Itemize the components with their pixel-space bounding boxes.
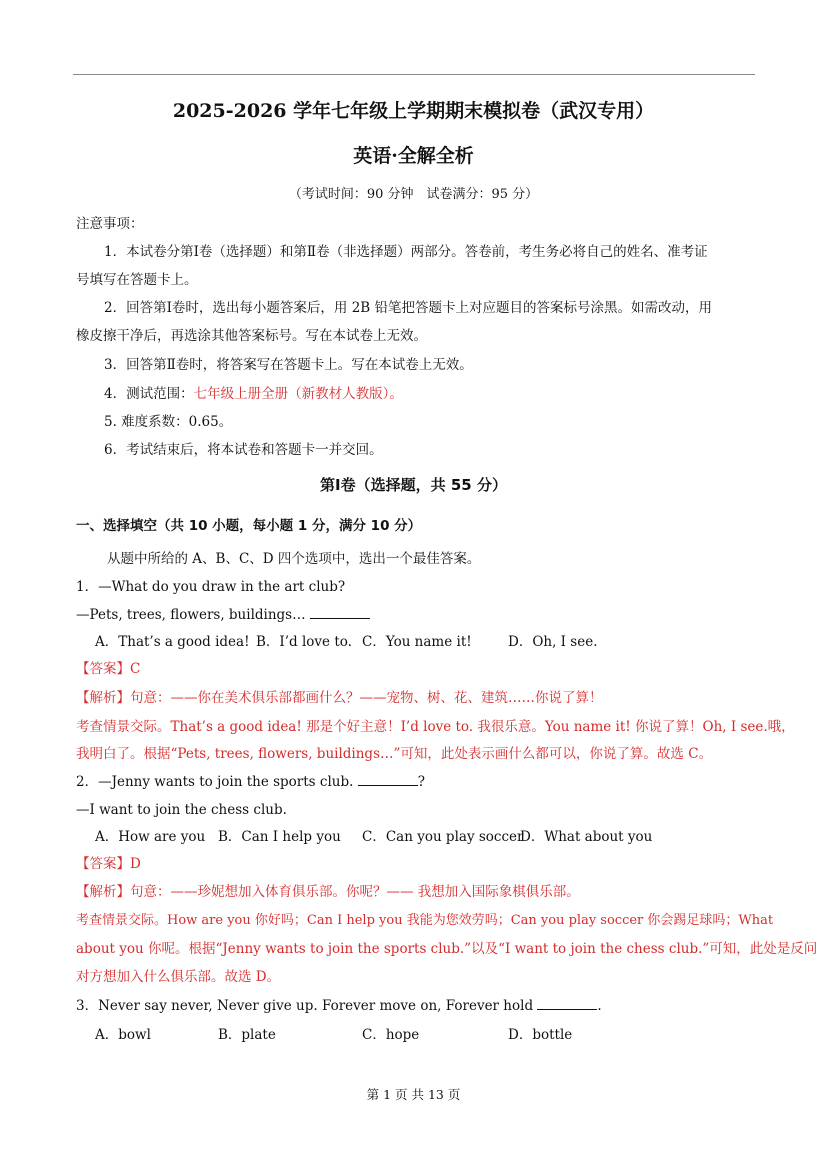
q1-option-a: A．That’s a good idea! (95, 634, 250, 650)
q3-stem-text: 3．Never say never, Never give up. Forever move on, Forever hold (76, 998, 538, 1014)
q2-option-a: A．How are you (95, 829, 206, 845)
notice-item-2b: 橡皮擦干净后，再选涂其他答案标号。写在本试卷上无效。 (76, 328, 427, 344)
q1-option-c: C．You name it! (362, 634, 472, 650)
q3-stem-end: . (597, 998, 602, 1014)
section1-instruction: 从题中所给的 A、B、C、D 四个选项中，选出一个最佳答案。 (107, 551, 481, 567)
q2-stem (76, 773, 425, 791)
q3-option-c: C．hope (362, 1027, 420, 1043)
notice-item-6: 6．考试结束后，将本试卷和答题卡一并交回。 (104, 442, 383, 458)
page-title: 2025-2026 学年七年级上学期期末模拟卷（武汉专用） (172, 100, 655, 122)
notice-item-4-prefix: 4．测试范围： (104, 386, 194, 402)
q3-blank (537, 997, 597, 1010)
q2-stem-text: 2．—Jenny wants to join the sports club. (76, 774, 358, 790)
notice-heading: 注意事项： (76, 216, 144, 232)
q2-analysis-3: about you 你呢。根据“Jenny wants to join the sports club.”以及“I want to join the chess club.”可知，此处是反问 (76, 941, 818, 957)
q2-analysis-2: 考查情景交际。How are you 你好吗；Can I help you 我能为您效劳吗；Can you play soccer 你会踢足球吗；What (76, 913, 774, 928)
notice-item-3: 3．回答第Ⅱ卷时，将答案写在答题卡上。写在本试卷上无效。 (104, 357, 473, 373)
q1-option-b: B．I’d love to. (256, 634, 352, 650)
q2-stem2: —I want to join the chess club. (76, 802, 287, 818)
q3-option-b: B．plate (218, 1027, 276, 1043)
q1-blank (310, 606, 370, 619)
q1-stem2-text: —Pets, trees, flowers, buildings… (76, 607, 310, 623)
notice-item-2a: 2．回答第Ⅰ卷时，选出每小题答案后，用 2B 铅笔把答题卡上对应题目的答案标号涂黑。如需改动，用 (104, 300, 713, 316)
q2-option-d: D．What about you (520, 829, 653, 845)
q2-analysis-text: 句意：——珍妮想加入体育俱乐部。你呢？—— 我想加入国际象棋俱乐部。 (130, 884, 580, 900)
q2-analysis-4: 对方想加入什么俱乐部。故选 D。 (76, 969, 281, 985)
q2-answer-value: D (130, 856, 141, 872)
test-scope: 七年级上册全册（新教材人教版）。 (193, 386, 403, 402)
q2-option-b: B．Can I help you (218, 829, 341, 845)
q1-analysis-2: 考查情景交际。That’s a good idea! 那是个好主意！I’d love to. 我很乐意。You name it! 你说了算！Oh, I see.哦， (76, 719, 795, 735)
q1-stem: 1．—What do you draw in the art club? (76, 579, 346, 595)
q1-analysis-3: 我明白了。根据“Pets, trees, flowers, buildings…”可知，此处表示画什么都可以，你说了算。故选 C。 (76, 746, 713, 762)
q1-stem2 (76, 606, 370, 624)
page-subtitle: 英语·全解全析 (353, 145, 474, 167)
q3-option-d: D．bottle (508, 1027, 573, 1043)
section1-heading: 一、选择填空（共 10 小题，每小题 1 分，满分 10 分） (76, 518, 422, 534)
q2-analysis-label: 【解析】 (76, 884, 130, 900)
notice-item-1a: 1．本试卷分第Ⅰ卷（选择题）和第Ⅱ卷（非选择题）两部分。答卷前，考生务必将自己的姓名、准考证 (104, 244, 708, 260)
notice-item-5: 5. 难度系数：0.65。 (104, 414, 233, 430)
q1-analysis-text: 句意：——你在美术俱乐部都画什么？——宠物、树、花、建筑……你说了算！ (130, 690, 603, 706)
q1-option-d: D．Oh, I see. (508, 634, 598, 650)
q2-blank (358, 773, 418, 786)
q1-answer (76, 660, 140, 678)
q2-stem-end: ? (417, 774, 425, 790)
part1-title: 第Ⅰ卷（选择题，共 55 分） (320, 476, 507, 494)
q2-analysis-1 (76, 883, 580, 901)
q1-analysis-1 (76, 689, 603, 707)
q2-answer (76, 855, 141, 873)
q3-option-a: A．bowl (95, 1027, 151, 1043)
exam-info: （考试时间：90 分钟 试卷满分：95 分） (288, 187, 539, 202)
q2-option-c: C．Can you play soccer (362, 829, 524, 845)
page-footer: 第 1 页 共 13 页 (366, 1087, 461, 1102)
q2-answer-label: 【答案】 (76, 856, 130, 872)
notice-item-1b: 号填写在答题卡上。 (76, 272, 198, 288)
header-rule (73, 74, 755, 75)
notice-item-4 (104, 385, 403, 403)
q3-stem (76, 997, 602, 1015)
q1-analysis-label: 【解析】 (76, 690, 130, 706)
q1-answer-value: C (130, 661, 141, 677)
q1-answer-label: 【答案】 (76, 661, 130, 677)
